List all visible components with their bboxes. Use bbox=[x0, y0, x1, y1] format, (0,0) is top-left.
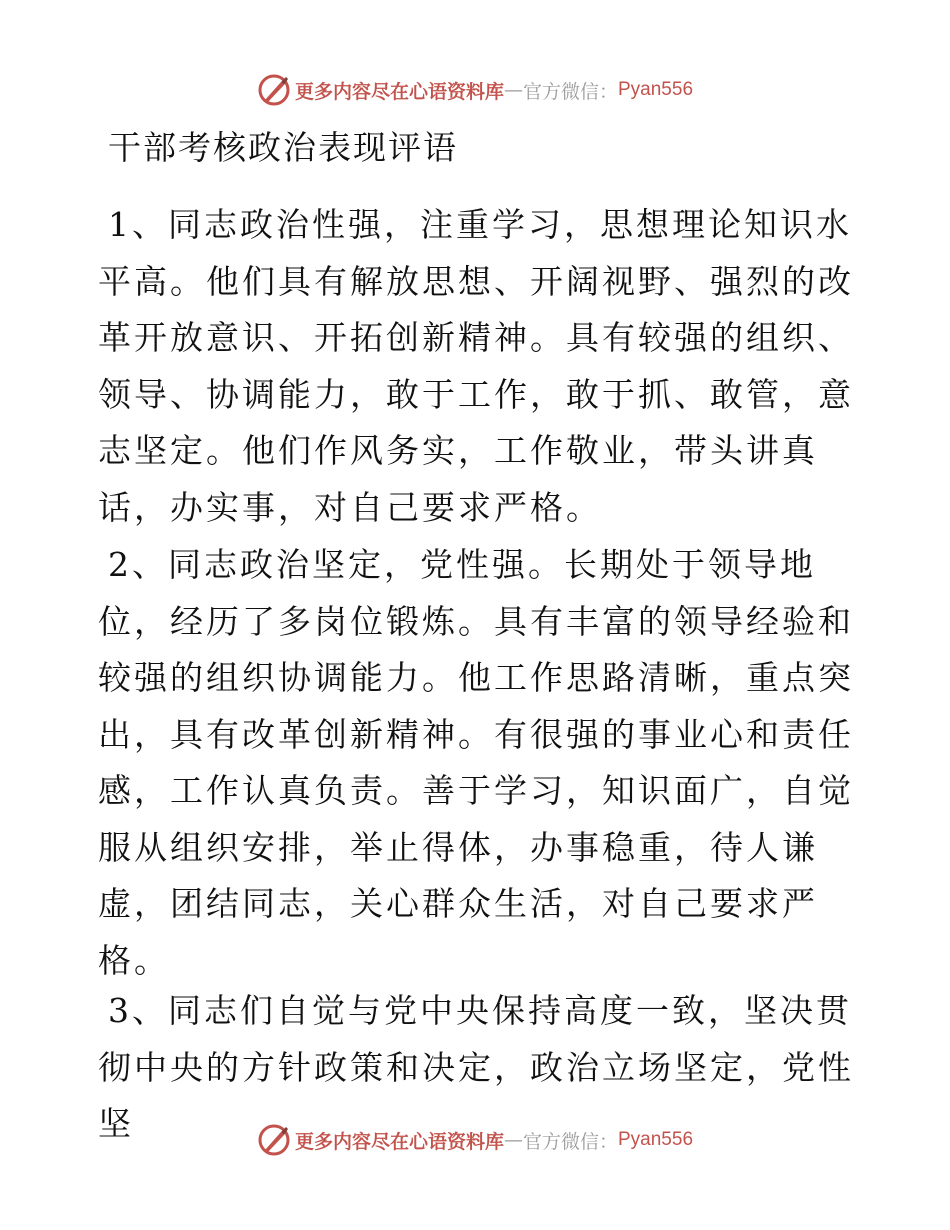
quill-seal-icon bbox=[257, 73, 291, 107]
paragraph-2: 2、同志政治坚定，党性强。长期处于领导地位，经历了多岗位锻炼。具有丰富的领导经验和较强的组织协调能力。他工作思路清晰，重点突出，具有改革创新精神。有很强的事业心和责任感，工作认真负责。善于学习，知识面广，自觉服从组织安排，举止得体，办事稳重，待人谦虚，团结同志，关心群众生活，对自己要求严格。 bbox=[98, 545, 854, 980]
document-title: 干部考核政治表现评语 bbox=[108, 128, 458, 167]
paragraph-3: 3、同志们自觉与党中央保持高度一致，坚决贯彻中央的方针政策和决定，政治立场坚定，党性坚 bbox=[98, 991, 854, 1143]
watermark-label: 官方微信： bbox=[522, 80, 618, 103]
watermark-label: 官方微信： bbox=[522, 1130, 618, 1153]
watermark-separator: — bbox=[503, 1129, 523, 1151]
header-watermark bbox=[0, 70, 950, 110]
paragraph-1: 1、同志政治性强，注重学习，思想理论知识水平高。他们具有解放思想、开阔视野、强烈的改革开放意识、开拓创新精神。具有较强的组织、领导、协调能力，敢于工作，敢于抓、敢管，意志坚定。他们作风务实，工作敬业，带头讲真话，办实事，对自己要求严格。 bbox=[98, 205, 854, 527]
watermark-main-text: 更多内容尽在心语资料库 bbox=[294, 80, 504, 103]
watermark-wechat-id: Pyan556 bbox=[618, 1129, 694, 1150]
watermark-main-text: 更多内容尽在心语资料库 bbox=[294, 1130, 504, 1153]
watermark-separator: — bbox=[503, 79, 523, 101]
quill-seal-icon bbox=[257, 1123, 291, 1157]
watermark-wechat-id: Pyan556 bbox=[618, 79, 694, 100]
footer-watermark bbox=[0, 1120, 950, 1160]
